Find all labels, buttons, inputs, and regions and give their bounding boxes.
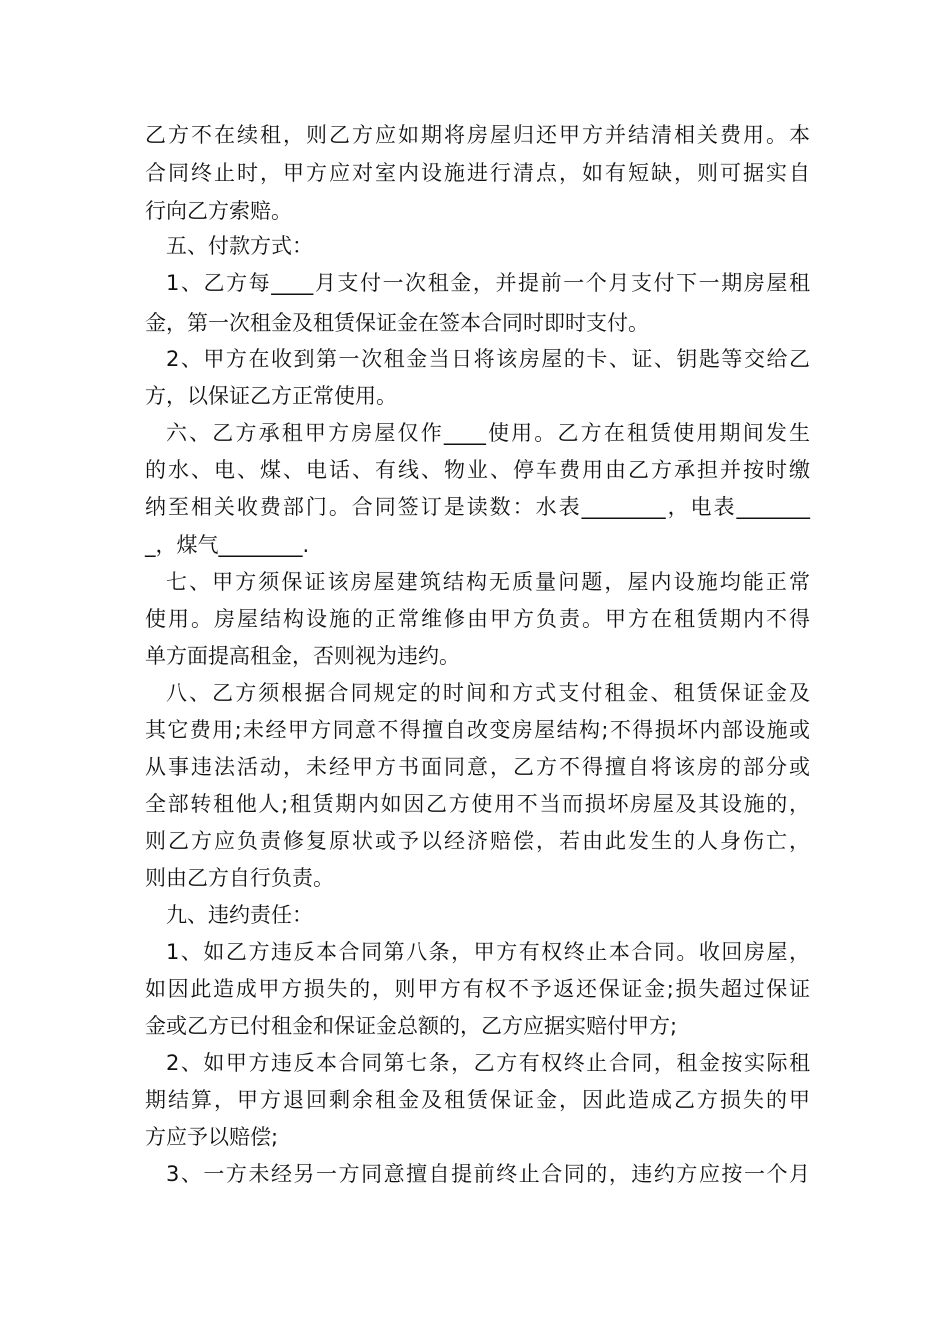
text-line: 金或乙方已付租金和保证金总额的，乙方应据实赔付甲方; (145, 1014, 678, 1038)
text-line: _，煤气________. (145, 533, 310, 557)
text-line: 八、乙方须根据合同规定的时间和方式支付租金、租赁保证金及 (166, 681, 810, 705)
text-line: 2、甲方在收到第一次租金当日将该房屋的卡、证、钥匙等交给乙 (166, 347, 810, 371)
text-line: 3、一方未经另一方同意擅自提前终止合同的，违约方应按一个月 (166, 1162, 810, 1186)
text-line: 方，以保证乙方正常使用。 (145, 384, 397, 408)
text-line: 七、甲方须保证该房屋建筑结构无质量问题，屋内设施均能正常 (166, 570, 810, 594)
text-line: 2、如甲方违反本合同第七条，乙方有权终止合同，租金按实际租 (166, 1051, 810, 1075)
text-line: 1、如乙方违反本合同第八条，甲方有权终止本合同。收回房屋， (166, 940, 810, 964)
text-line: 期结算，甲方退回剩余租金及租赁保证金，因此造成乙方损失的甲 (145, 1088, 810, 1112)
text-line: 行向乙方索赔。 (145, 199, 292, 223)
text-line: 1、乙方每____月支付一次租金，并提前一个月支付下一期房屋租 (166, 271, 810, 295)
text-line: 从事违法活动，未经甲方书面同意，乙方不得擅自将该房的部分或 (145, 755, 810, 779)
text-line: 纳至相关收费部门。合同签订是读数：水表________，电表_______ (145, 495, 810, 519)
text-line: 如因此造成甲方损失的，则甲方有权不予返还保证金;损失超过保证 (145, 977, 810, 1001)
text-line: 全部转租他人;租赁期内如因乙方使用不当而损坏房屋及其设施的， (145, 792, 810, 816)
text-line: 合同终止时，甲方应对室内设施进行清点，如有短缺，则可据实自 (145, 161, 810, 185)
text-line: 乙方不在续租，则乙方应如期将房屋归还甲方并结清相关费用。本 (145, 123, 810, 147)
text-line: 方应予以赔偿; (145, 1125, 279, 1149)
text-line: 其它费用;未经甲方同意不得擅自改变房屋结构;不得损坏内部设施或 (145, 718, 810, 742)
text-line: 金，第一次租金及租赁保证金在签本合同时即时支付。 (145, 311, 649, 335)
text-line: 使用。房屋结构设施的正常维修由甲方负责。甲方在租赁期内不得 (145, 607, 810, 631)
text-line: 则乙方应负责修复原状或予以经济赔偿，若由此发生的人身伤亡， (145, 829, 810, 853)
section-heading: 九、违约责任： (166, 903, 313, 927)
text-line: 则由乙方自行负责。 (145, 866, 334, 890)
text-line: 单方面提高租金，否则视为违约。 (145, 644, 460, 668)
text-line: 的水、电、煤、电话、有线、物业、停车费用由乙方承担并按时缴 (145, 458, 810, 482)
section-heading: 五、付款方式： (166, 234, 313, 258)
text-line: 六、乙方承租甲方房屋仅作____使用。乙方在租赁使用期间发生 (166, 421, 810, 445)
